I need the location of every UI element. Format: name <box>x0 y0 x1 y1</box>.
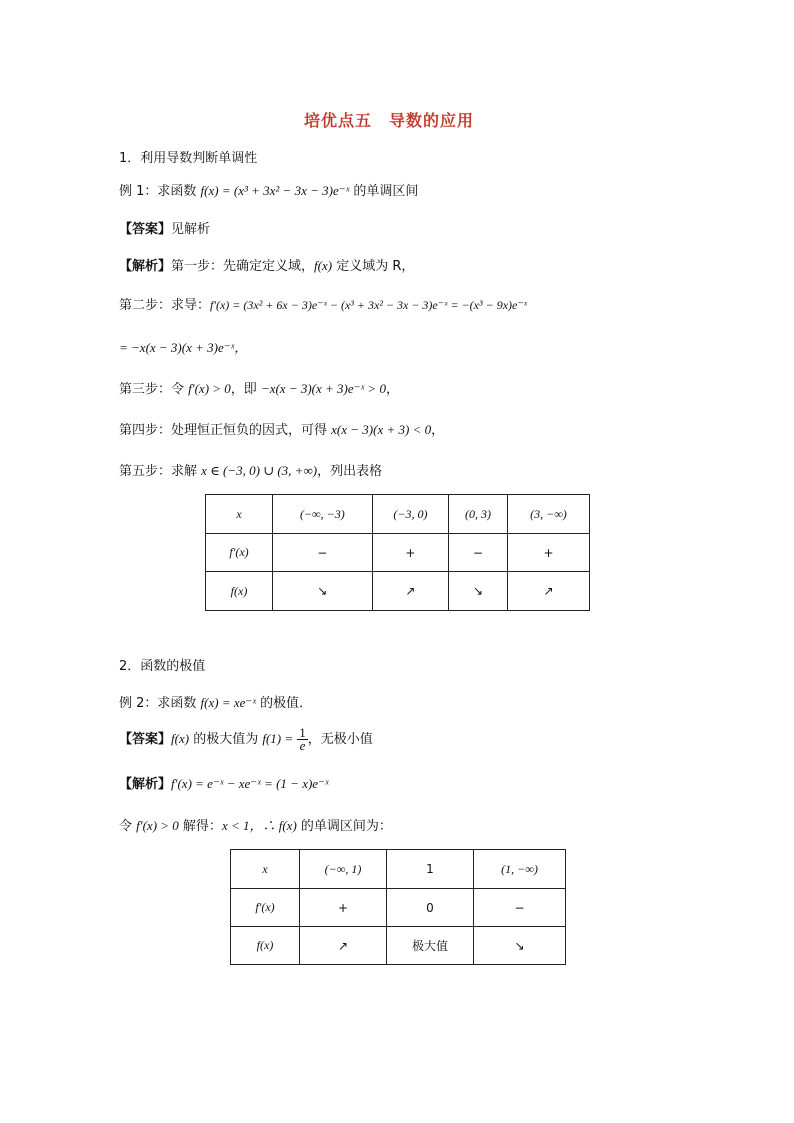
table-row <box>231 889 566 927</box>
table-cell: ↗ <box>372 572 448 611</box>
table-cell: (1, −∞) <box>474 850 566 889</box>
table-cell: x <box>231 850 300 889</box>
table-cell: ↘ <box>273 572 373 611</box>
solution-2 <box>119 773 329 792</box>
solution-step-1 <box>119 255 414 274</box>
table-cell: 0 <box>387 889 474 927</box>
step-1-tail: 定义域为 R， <box>332 259 415 274</box>
example-1-label: 例 1：求函数 <box>119 184 201 199</box>
fraction-denominator: e <box>299 738 306 753</box>
table-cell: + <box>507 534 589 572</box>
line-formula-2: x < 1，∴ f(x) <box>221 818 297 833</box>
table-cell: f′(x) <box>231 889 300 927</box>
table-row <box>231 927 566 965</box>
step-2-label: 第二步：求导： <box>119 298 211 313</box>
table-cell: ↘ <box>474 927 566 965</box>
table-row <box>206 534 590 572</box>
line-label: 令 <box>119 819 137 834</box>
table-cell: f(x) <box>206 572 273 611</box>
fraction-one-over-e <box>297 727 308 752</box>
table-cell: (−∞, −3) <box>273 495 373 534</box>
table-cell: + <box>372 534 448 572</box>
table-cell: (−3, 0) <box>372 495 448 534</box>
solution-step-5 <box>119 460 382 479</box>
example-1 <box>119 180 418 199</box>
step-3-tail: ， <box>385 382 399 397</box>
example-2-label: 例 2：求函数 <box>119 696 201 711</box>
table-cell: 1 <box>387 850 474 889</box>
step-5-formula: x ∈ (−3, 0) ∪ (3, +∞) <box>201 463 318 478</box>
page-title: 培优点五 导数的应用 <box>304 111 475 130</box>
step-2-formula: f′(x) = (3x² + 6x − 3)e⁻ˣ − (x³ + 3x² − 3x − 3)e⁻ˣ = −(x³ − 9x)e⁻ˣ <box>210 298 528 312</box>
example-1-tail: 的单调区间 <box>349 184 419 199</box>
line-tail: 的单调区间为： <box>296 819 392 834</box>
table-cell: (−∞, 1) <box>300 850 387 889</box>
step-1-formula: f(x) <box>314 258 333 273</box>
table-cell: 极大值 <box>387 927 474 965</box>
step-3-label: 第三步：令 <box>119 382 189 397</box>
table-cell: x <box>206 495 273 534</box>
solution-step-3 <box>119 378 399 397</box>
example-1-formula: f(x) = (x³ + 3x² − 3x − 3)e⁻ˣ <box>200 183 350 198</box>
extremum-table-2 <box>230 849 566 965</box>
step-5-label: 第五步：求解 <box>119 464 202 479</box>
section-1-heading: 1．利用导数判断单调性 <box>119 151 258 166</box>
example-2-formula: f(x) = xe⁻ˣ <box>200 695 256 710</box>
table-row <box>206 495 590 534</box>
solution-step-4 <box>119 419 444 438</box>
table-cell: + <box>300 889 387 927</box>
table-cell: ↘ <box>449 572 508 611</box>
answer-2-tail: ，无极小值 <box>307 732 373 747</box>
table-row <box>206 572 590 611</box>
step-3-formula: f′(x) > 0 <box>188 381 231 396</box>
monotonicity-table-1 <box>205 494 590 611</box>
solution-2-formula: f′(x) = e⁻ˣ − xe⁻ˣ = (1 − x)e⁻ˣ <box>171 776 329 791</box>
step-4-formula: x(x − 3)(x + 3) < 0 <box>331 422 432 437</box>
step-4-tail: ， <box>431 423 445 438</box>
table-cell: − <box>449 534 508 572</box>
step-3-formula-2: −x(x − 3)(x + 3)e⁻ˣ > 0 <box>260 381 386 396</box>
solution-step-2 <box>119 294 527 313</box>
answer-1 <box>119 218 210 237</box>
answer-2-mid: 的极大值为 <box>189 732 263 747</box>
section-2-heading: 2．函数的极值 <box>119 659 206 674</box>
table-row <box>231 850 566 889</box>
answer-tag: 【答案】 <box>119 222 172 237</box>
line-mid: 解得： <box>178 819 222 834</box>
line-formula: f′(x) > 0 <box>136 818 179 833</box>
answer-tag: 【答案】 <box>119 732 172 747</box>
solution-tag: 【解析】 <box>119 777 172 792</box>
table-cell: ↗ <box>300 927 387 965</box>
answer-2 <box>119 726 373 753</box>
step-2-continuation: = −x(x − 3)(x + 3)e⁻ˣ， <box>119 340 248 355</box>
example-2-tail: 的极值． <box>255 696 313 711</box>
solution-tag: 【解析】 <box>119 259 172 274</box>
step-1-text: 第一步：先确定定义域， <box>171 259 315 274</box>
example-2 <box>119 692 312 711</box>
step-4-label: 第四步：处理恒正恒负的因式，可得 <box>119 423 332 438</box>
table-cell: f(x) <box>231 927 300 965</box>
step-5-tail: ，列出表格 <box>317 464 383 479</box>
fraction-numerator: 1 <box>299 725 306 740</box>
table-cell: (0, 3) <box>449 495 508 534</box>
table-cell: − <box>474 889 566 927</box>
answer-text: 见解析 <box>171 222 211 237</box>
answer-2-formula: f(x) <box>171 731 190 746</box>
answer-2-formula-2: f(1) = <box>262 731 294 746</box>
table-cell: − <box>273 534 373 572</box>
table-cell: ↗ <box>507 572 589 611</box>
solution-2-line <box>119 815 392 834</box>
step-3-mid: ，即 <box>230 382 261 397</box>
table-cell: (3, −∞) <box>507 495 589 534</box>
table-cell: f′(x) <box>206 534 273 572</box>
